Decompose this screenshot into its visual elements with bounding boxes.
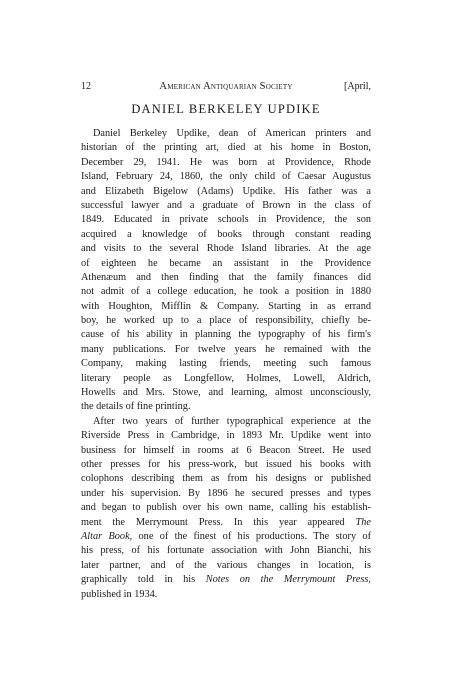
text-line: After two years of further typographical experience at the bbox=[93, 415, 371, 427]
article-title: DANIEL BERKELEY UPDIKE bbox=[131, 102, 321, 116]
issue-date: [April, bbox=[344, 81, 371, 92]
text-segment: , one of the finest of his productions. The story of bbox=[129, 530, 371, 542]
text-line: and visits to the several Rhode Island libraries. At the age bbox=[81, 243, 371, 255]
text-line: Island, February 24, 1860, the only child of Caesar Augustus bbox=[81, 171, 371, 183]
text-line: with Houghton, Mifflin & Company. Starting in as errand bbox=[81, 300, 371, 312]
text-line: historian of the printing art, died at his home in Boston, bbox=[81, 142, 371, 154]
italic-text: The bbox=[355, 516, 371, 528]
text-line: and began to publish over his own name, calling his establish- bbox=[81, 502, 371, 514]
text-line: Company, making lasting friends, meeting such famous bbox=[81, 358, 371, 370]
text-line: Riverside Press in Cambridge, in 1893 Mr. Updike went into bbox=[81, 430, 371, 442]
text-line: Daniel Berkeley Updike, dean of American printers and bbox=[93, 128, 371, 139]
text-line: and Elizabeth Bigelow (Adams) Updike. His father was a bbox=[81, 185, 371, 197]
text-line: not admit of a college education, he took a position in 1880 bbox=[81, 286, 371, 298]
text-line: literary people as Longfellow, Holmes, Lowell, Aldrich, bbox=[81, 372, 371, 384]
text-line: under his supervision. By 1896 he secured presses and types bbox=[81, 487, 371, 499]
text-line bbox=[81, 516, 371, 530]
text-line: 1849. Educated in private schools in Providence, the son bbox=[81, 214, 371, 226]
text-line: later partner, and of the various changes in location, is bbox=[81, 559, 371, 571]
article-body bbox=[81, 127, 371, 602]
running-head bbox=[81, 80, 371, 94]
text-line: his press, of his fortunate association with John Bianchi, his bbox=[81, 545, 371, 557]
text-line: other presses for his press-work, but issued his books with bbox=[81, 458, 371, 470]
text-line: colophons describing them as from his designs or published bbox=[81, 473, 371, 485]
page-number: 12 bbox=[81, 81, 91, 92]
text-line bbox=[81, 530, 371, 544]
text-line: business for himself in rooms at 6 Beacon Street. He used bbox=[81, 444, 371, 456]
text-line: boy, he worked up to a place of responsibility, chiefly be- bbox=[81, 315, 371, 327]
text-segment: graphically told in his bbox=[81, 574, 206, 586]
text-line: Athenæum and then finding that the family finances did bbox=[81, 271, 371, 283]
text-line: Howells and Mrs. Stowe, and learning, almost unconsciously, bbox=[81, 387, 371, 399]
text-line bbox=[81, 573, 371, 587]
text-line: published in 1934. bbox=[81, 588, 158, 600]
journal-title: American Antiquarian Society bbox=[159, 81, 293, 92]
text-line: cause of his ability in planning the typography of his firm's bbox=[81, 329, 371, 341]
text-line: acquired a knowledge of books through constant reading bbox=[81, 228, 371, 240]
text-line: successful lawyer and a graduate of Brown in the class of bbox=[81, 199, 371, 211]
text-line: December 29, 1941. He was born at Providence, Rhode bbox=[81, 156, 371, 168]
text-line: the details of fine printing. bbox=[81, 401, 191, 413]
text-line: many publications. For twelve years he remained with the bbox=[81, 343, 371, 355]
text-segment: ment the Merrymount Press. In this year appeared bbox=[81, 516, 356, 528]
book-title-notes: Notes on the Merrymount Press, bbox=[205, 574, 371, 586]
text-line: of eighteen he became an assistant in the Providence bbox=[81, 257, 371, 269]
book-title-altar-book: Altar Book bbox=[81, 530, 130, 542]
